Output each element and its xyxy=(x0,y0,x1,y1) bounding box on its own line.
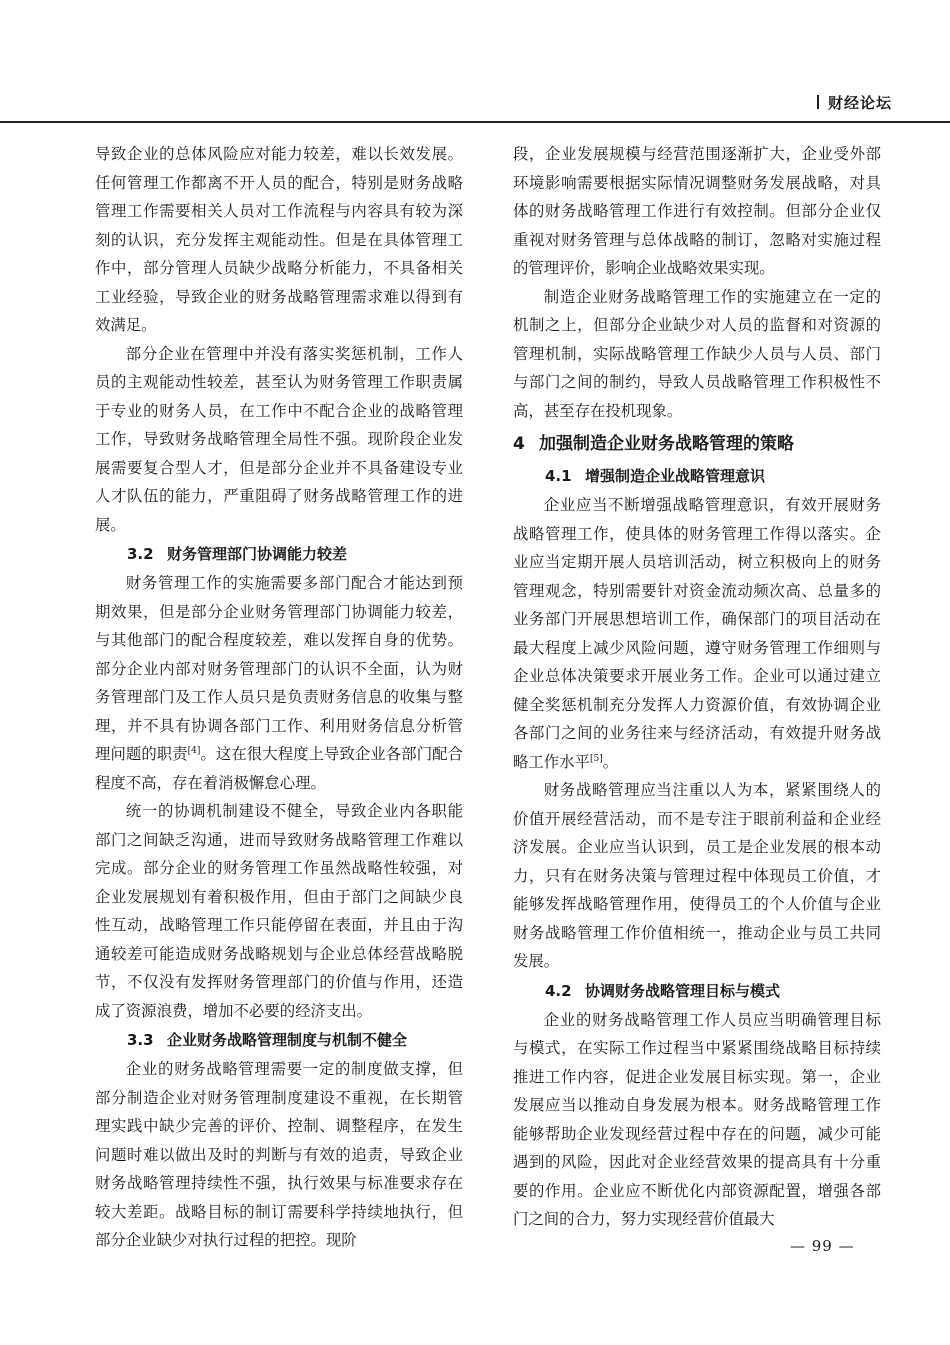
section-title: 财务管理部门协调能力较差 xyxy=(167,545,348,563)
paragraph xyxy=(95,569,463,797)
section-heading-4-1 xyxy=(513,461,881,491)
header-rule xyxy=(0,121,950,123)
section-heading-4-2 xyxy=(513,976,881,1006)
section-number: 3.3 xyxy=(127,1031,154,1049)
paragraph-text: 财务管理工作的实施需要多部门配合才能达到预期效果，但是部分企业财务管理部门协调能力较差，与其他部门的配合程度较差，难以发挥自身的优势。部分企业内部对财务管理部门的认识不全面，认为财务管理部门及工作人员只是负责财务信息的收集与整理，并不具有协调各部门工作、利用财务信息分析管理问题的职责 xyxy=(95,574,463,763)
paragraph xyxy=(513,491,881,776)
section-number: 4 xyxy=(513,434,525,454)
section-number: 3.2 xyxy=(127,545,154,563)
page-number: — 99 — xyxy=(790,1237,855,1255)
citation: [4] xyxy=(187,746,201,756)
header-marker xyxy=(817,95,819,109)
section-heading-4 xyxy=(513,427,881,461)
section-number: 4.2 xyxy=(545,981,572,1000)
section-title: 增强制造企业战略管理意识 xyxy=(585,467,766,485)
journal-section-title: 财经论坛 xyxy=(828,94,893,112)
citation: [5] xyxy=(589,753,603,764)
paragraph: 段，企业发展规模与经营范围逐渐扩大，企业受外部环境影响需要根据实际情况调整财务发展战略，对具体的财务战略管理工作进行有效控制。但部分企业仅重视对财务管理与总体战略的制订，忽略对实施过程的管理评价，影响企业战略效果实现。 xyxy=(513,145,881,277)
paragraph: 企业的财务战略管理工作人员应当明确管理目标与模式，在实际工作过程当中紧紧围绕战略目标持续推进工作内容，促进企业发展目标实现。第一，企业发展应当以推动自身发展为根本。财务战略管理工作能够帮助企业发现经营过程中存在的问题，减少可能遇到的风险，因此对企业经营效果的提高具有十分重要的作用。企业应不断优化内部资源配置，增强各部门之间的合力，努力实现经营价值最大 xyxy=(513,1010,881,1228)
section-title: 协调财务战略管理目标与模式 xyxy=(585,981,781,1000)
section-title: 加强制造企业财务战略管理的策略 xyxy=(539,434,794,454)
paragraph: 财务战略管理应当注重以人为本，紧紧围绕人的价值开展经营活动，而不是专注于眼前利益和企业经济发展。企业应当认识到，员工是企业发展的根本动力，只有在财务决策与管理过程中体现员工价值，才能够发挥战略管理作用，使得员工的个人价值与企业财务战略管理工作价值相统一，推动企业与员工共同发展。 xyxy=(513,781,881,970)
paragraph: 部分企业在管理中并没有落实奖惩机制，工作人员的主观能动性较差，甚至认为财务管理工作职责属于专业的财务人员，在工作中不配合企业的战略管理工作，导致财务战略管理全局性不强。现阶段企业发展需要复合型人才，但是部分企业并不具备建设专业人才队伍的能力，严重阻碍了财务战略管理工作的进展。 xyxy=(95,344,463,534)
paragraph-text: 。这在很大程度上导致企业各部门配合程度不高，存在着消极懈怠心理。 xyxy=(95,745,463,792)
paragraph: 企业的财务战略管理需要一定的制度做支撑，但部分制造企业对财务管理制度建设不重视，在长期管理实践中缺少完善的评价、控制、调整程序，在发生问题时难以做出及时的判断与有效的追责，导致企业财务战略管理持续性不强，执行效果与标准要求存在较大差距。战略目标的制订需要科学持续地执行，但部分企业缺少对执行过程的把控。现阶 xyxy=(95,1060,463,1249)
section-heading-3-3 xyxy=(95,1025,463,1055)
paragraph: 导致企业的总体风险应对能力较差，难以长效发展。任何管理工作都离不开人员的配合，特别是财务战略管理工作需要相关人员对工作流程与内容具有较为深刻的认识，充分发挥主观能动性。但是在具体管理工作中，部分管理人员缺少战略分析能力，不具备相关工业经验，导致企业的财务战略管理需求难以得到有效满足。 xyxy=(95,145,463,334)
page-header xyxy=(0,0,950,120)
paragraph: 统一的协调机制建设不健全，导致企业内各职能部门之间缺乏沟通，进而导致财务战略管理工作难以完成。部分企业的财务管理工作虽然战略性较强，对企业发展规划有着积极作用，但由于部门之间缺少良性互动，战略管理工作只能停留在表面，并且由于沟通较差可能造成财务战略规划与企业总体经营战略脱节，不仅没有发挥财务管理部门的价值与作用，还造成了资源浪费，增加不必要的经济支出。 xyxy=(95,802,463,1020)
paragraph-text: 企业应当不断增强战略管理意识，有效开展财务战略管理工作，使具体的财务管理工作得以落实。企业应当定期开展人员培训活动，树立积极向上的财务管理观念，特别需要针对资金流动频次高、总量多的业务部门开展思想培训工作，确保部门的项目活动在最大程度上减少风险问题，遵守财务管理工作细则与企业总体决策要求开展业务工作。企业可以通过建立健全奖惩机制充分发挥人力资源价值，有效协调企业各部门之间的业务往来与经济活动，有效提升财务战略工作水平 xyxy=(513,496,881,771)
right-column xyxy=(513,140,881,1234)
section-heading-3-2 xyxy=(95,539,463,569)
left-column xyxy=(95,140,463,1255)
paragraph-text: 。 xyxy=(602,752,619,771)
section-title: 企业财务战略管理制度与机制不健全 xyxy=(167,1031,408,1049)
section-number: 4.1 xyxy=(545,467,572,485)
paragraph: 制造企业财务战略管理工作的实施建立在一定的机制之上，但部分企业缺少对人员的监督和对资源的管理机制，实际战略管理工作缺少人员与人员、部门与部门之间的制约，导致人员战略管理工作积极性不高，甚至存在投机现象。 xyxy=(513,287,881,420)
